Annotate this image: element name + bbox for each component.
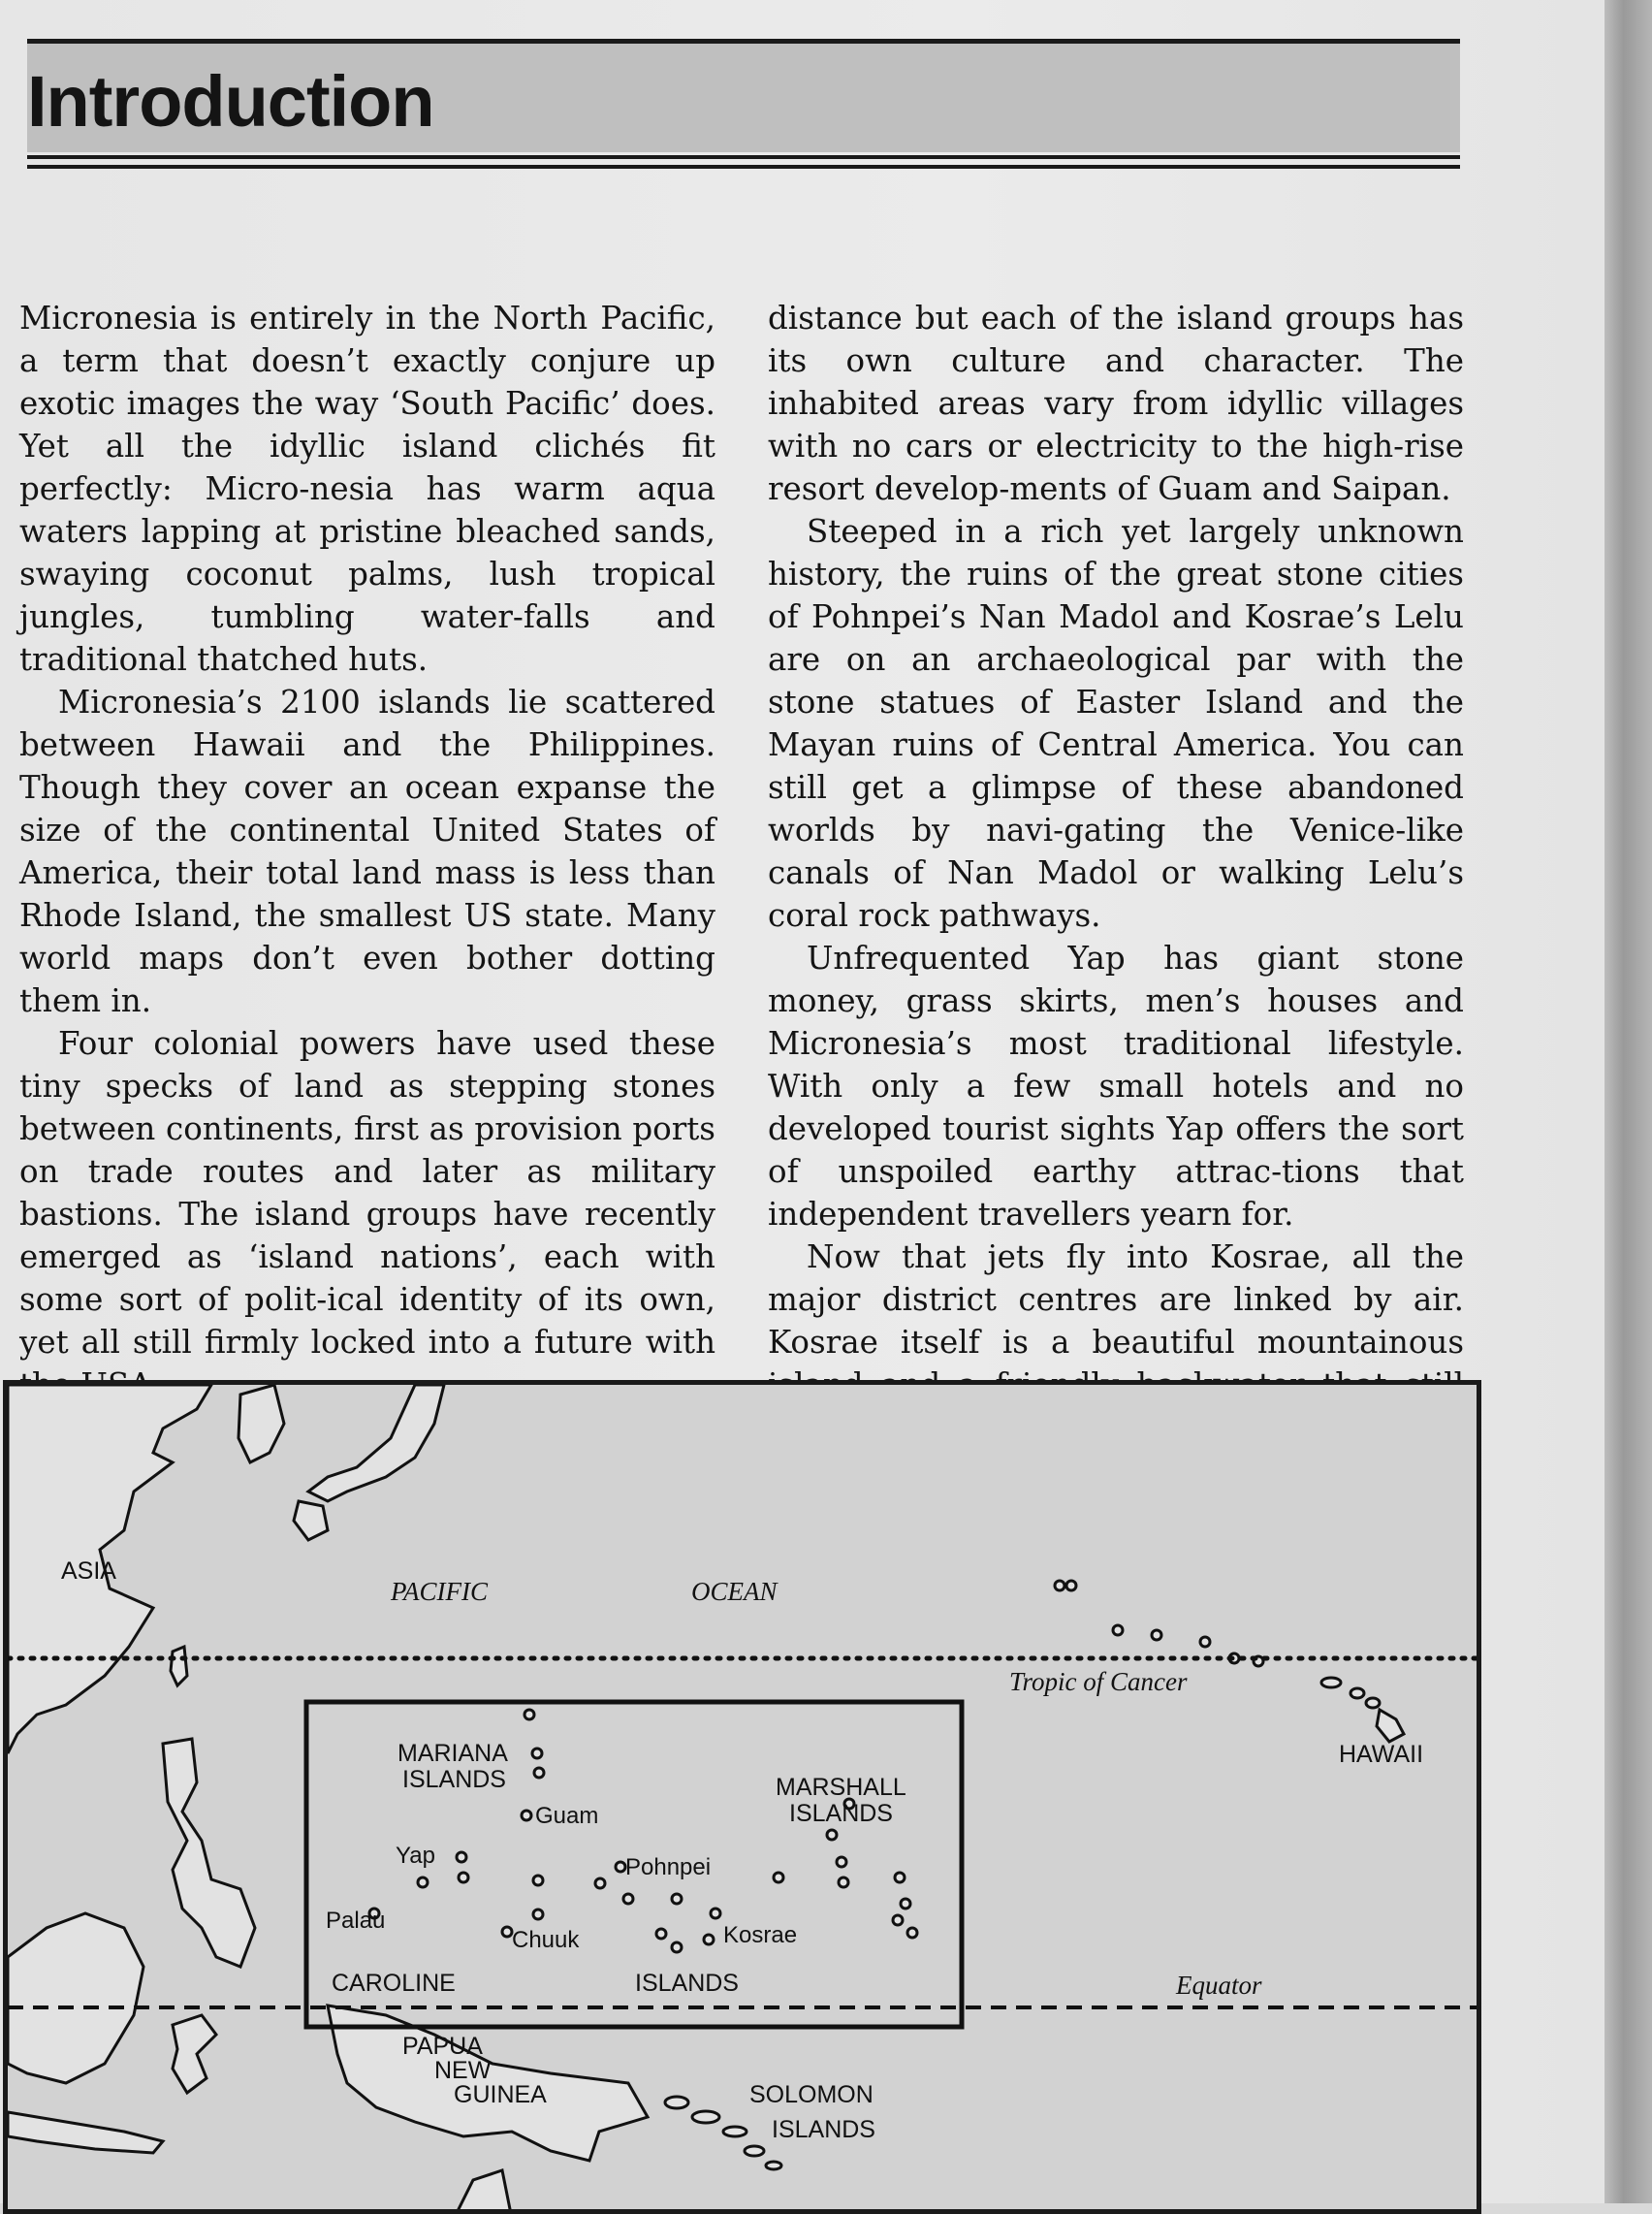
label-guam: Guam bbox=[535, 1803, 599, 1829]
label-caroline-islands: ISLANDS bbox=[635, 1970, 739, 1997]
label-yap: Yap bbox=[396, 1843, 435, 1869]
label-kosrae: Kosrae bbox=[723, 1922, 798, 1948]
label-mariana: MARIANA bbox=[397, 1740, 508, 1767]
map-svg bbox=[8, 1385, 1481, 2214]
book-spine-gutter bbox=[1604, 0, 1652, 2203]
label-solomon: SOLOMON bbox=[749, 2081, 874, 2108]
label-hawaii: HAWAII bbox=[1339, 1741, 1424, 1768]
label-papua: PAPUA bbox=[402, 2033, 483, 2060]
chapter-header bbox=[27, 39, 1460, 175]
hawaii-islands-shapes bbox=[1055, 1581, 1404, 1742]
borneo-landmass bbox=[8, 1913, 143, 2083]
paragraph: distance but each of the island groups has its own culture and character. The inhabited areas vary from idyllic villages with no cars or electricity to the high-rise resort develop-ments of Guam and Saipan. bbox=[768, 300, 1464, 507]
header-bottom-rule-2 bbox=[27, 165, 1460, 169]
label-marshall-islands: ISLANDS bbox=[789, 1800, 893, 1827]
label-solomon-islands: ISLANDS bbox=[772, 2116, 875, 2143]
header-bottom-rule bbox=[27, 155, 1460, 159]
label-guinea: GUINEA bbox=[454, 2081, 547, 2108]
australia-landmass bbox=[454, 2170, 512, 2214]
paragraph: Unfrequented Yap has giant stone money, grass skirts, men’s houses and Micronesia’s most traditional lifestyle. With only a few small hotels and no developed tourist sights Yap offers the sort of unspoiled earthy attrac-tions that independent travellers yearn for. bbox=[768, 940, 1464, 1233]
java-landmass bbox=[8, 2112, 163, 2153]
label-pacific: PACIFIC bbox=[391, 1577, 488, 1606]
japan-landmass bbox=[308, 1385, 444, 1501]
micronesia-map bbox=[3, 1380, 1481, 2214]
label-chuuk: Chuuk bbox=[512, 1927, 580, 1953]
label-palau: Palau bbox=[326, 1908, 386, 1934]
label-asia: ASIA bbox=[61, 1557, 116, 1585]
label-ocean: OCEAN bbox=[691, 1577, 778, 1606]
taiwan-landmass bbox=[171, 1647, 187, 1685]
paragraph: Four colonial powers have used these tiny specks of land as stepping stones between continents, first as provision ports on trade routes and later as military bastions. The island groups have recently emerged as ‘island nations’, each with some sort of polit-ical identity of its own, yet all still firmly locked into a future with bbox=[19, 1025, 715, 1361]
label-pohnpei: Pohnpei bbox=[625, 1854, 712, 1880]
paragraph: Now that jets fly into Kosrae, all the major district centres are linked by air. Kosrae itself is a beautiful mountainous bbox=[768, 1238, 1464, 1361]
label-marshall: MARSHALL bbox=[776, 1774, 906, 1801]
label-tropic-of-cancer: Tropic of Cancer bbox=[1009, 1667, 1188, 1696]
kyushu-landmass bbox=[294, 1501, 328, 1540]
paragraph: Micronesia’s 2100 islands lie scattered between Hawaii and the Philippines. Though they cover an ocean expanse the size of the continental United States of America, their total land mass is less than Rhode Island, the smallest US state. Many world maps don’t even bother dotting them in. bbox=[19, 684, 715, 1019]
page-title: Introduction bbox=[27, 61, 434, 142]
paragraph: Steeped in a rich yet largely unknown history, the ruins of the great stone cities of Pohnpei’s Nan Madol and Kosrae’s Lelu are on an archaeological par with the stone statues of Easter Island and the Mayan ruins of Central America. You can still get a glimpse of these abandoned worlds by navi-gating the Venice-like canals of Nan Madol or walking Lelu’s coral rock pathways. bbox=[768, 513, 1464, 934]
text-column-right bbox=[768, 297, 1464, 1449]
text-column-left bbox=[19, 297, 715, 1492]
label-mariana-islands: ISLANDS bbox=[402, 1766, 506, 1793]
philippines-landmass bbox=[163, 1739, 255, 1967]
label-new: NEW bbox=[434, 2057, 492, 2084]
label-caroline: CAROLINE bbox=[332, 1970, 456, 1997]
paragraph: Micronesia is entirely in the North Pacific, a term that doesn’t exactly conjure up exotic images the way ‘South Pacific’ does. Yet all the idyllic island clichés fit perfectly: Micro-nesia has warm aqua waters lapping at pristine bleached sands, swaying coconut palms, lush tropical jungles, tumbling water-falls and traditional thatched huts. bbox=[19, 300, 715, 678]
label-equator: Equator bbox=[1176, 1971, 1262, 2000]
sulawesi-landmass bbox=[173, 2015, 216, 2093]
korea-landmass bbox=[238, 1385, 284, 1462]
